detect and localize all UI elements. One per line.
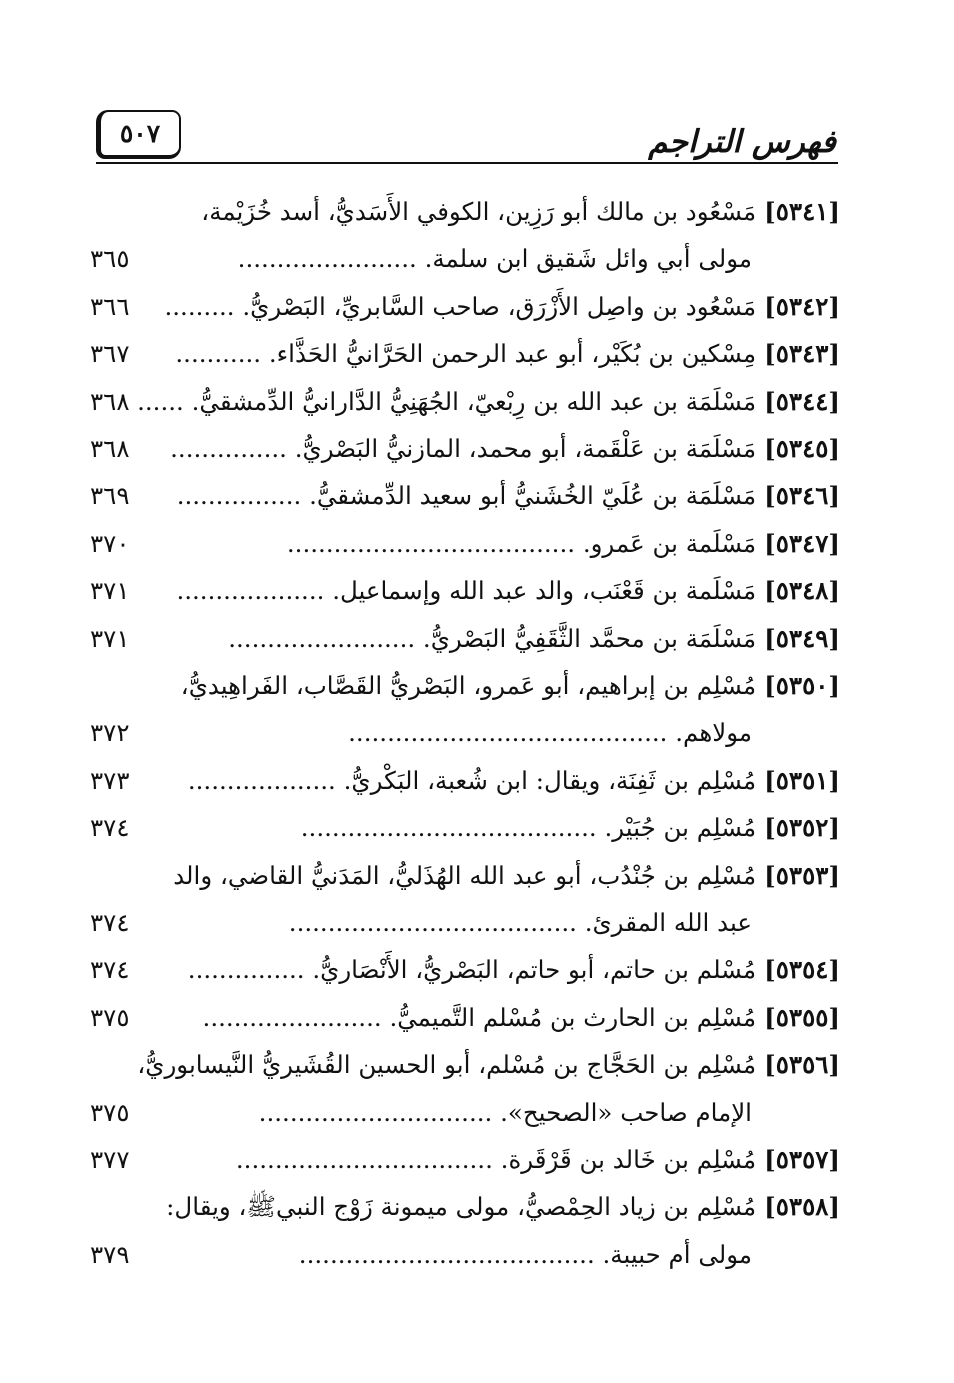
entry-number: [٥٣٥٠] — [764, 671, 840, 700]
entry-page-number: ٣٧٣ — [90, 765, 130, 795]
entry-number: [٥٣٥١] — [764, 765, 840, 795]
entry-text: عبد الله المقرئ. ..................................... — [288, 908, 752, 937]
entry-number: [٥٣٥٨] — [764, 1192, 840, 1222]
index-entry-line — [90, 619, 840, 659]
entry-text: مولاهم. ......................................... — [348, 718, 752, 748]
entry-number: [٥٣٤٩] — [764, 623, 840, 653]
entry-page-number: ٣٧٩ — [90, 1239, 130, 1269]
entry-page-number: ٣٦٦ — [90, 291, 130, 321]
entry-text: مُسْلِم بن ثَفِنَة، ويقال: ابن شُعبة، البَكْريُّ. ................... — [187, 765, 757, 795]
index-entry-line — [90, 287, 840, 327]
entry-text: مَسْلَمَة بن محمَّد الثَّقَفِيُّ البَصْريُّ. ........................ — [228, 623, 757, 653]
entry-page-number: ٣٧١ — [90, 576, 130, 606]
index-entry-line — [90, 476, 840, 516]
entry-page-number: ٣٧٤ — [90, 955, 130, 985]
index-entry-line — [90, 903, 752, 943]
entry-text: مُسْلِم بن خَالد بن قَرْقَرة. ................................. — [235, 1145, 757, 1174]
entry-text: مُسْلِم بن زياد الحِمْصيُّ، مولى ميمونة زَوْج النبيﷺ، ويقال: — [166, 1192, 757, 1222]
index-entry-line — [90, 713, 752, 753]
index-entry-line — [90, 334, 840, 374]
entry-text: مِسْكين بن بُكَيْر، أبو عبد الرحمن الحَرَّانيُّ الحَذَّاء. ........... — [175, 339, 757, 369]
entry-page-number: ٣٧٧ — [90, 1145, 130, 1174]
entry-page-number: ٣٧٠ — [90, 528, 130, 558]
entry-text: مَسْعُود بن واصِل الأَزْرَق، صاحب السَّابريِّ، البَصْريُّ. ......... — [164, 291, 757, 321]
entry-text: مُسْلِم بن إبراهيم، أبو عَمرو، البَصْريُّ القَصَّاب، الفَراهِيديُّ، — [180, 671, 757, 700]
index-entry-line — [90, 998, 840, 1038]
index-entry-line — [90, 429, 840, 469]
entry-number: [٥٣٤٣] — [764, 339, 840, 369]
index-entry-line — [90, 808, 840, 848]
entry-page-number: ٣٦٨ — [90, 434, 130, 463]
entry-text: مُسْلِم بن جُبَيْر. ...................................... — [300, 813, 757, 843]
index-entry-line — [90, 192, 840, 232]
entry-number: [٥٣٥٣] — [764, 860, 840, 890]
index-entry-line — [90, 856, 840, 896]
entry-number: [٥٣٤٥] — [764, 434, 840, 463]
entry-text: مَسْلَمة بن قَعْنَب، والد عبد الله وإسماعيل. ................... — [176, 576, 757, 606]
entry-number: [٥٣٥٧] — [764, 1145, 840, 1174]
header-rule — [96, 162, 838, 164]
entry-page-number: ٣٧٤ — [90, 908, 130, 937]
index-entry-line — [90, 524, 840, 564]
entry-text: مُسْلِم بن الحَجَّاج بن مُسْلم، أبو الحسين القُشَيريُّ النَّيسابوريُّ، — [137, 1050, 757, 1080]
entry-number: [٥٣٤٤] — [764, 386, 840, 416]
index-entry-line — [90, 239, 752, 279]
entry-text: الإمام صاحب «الصحيح». .............................. — [258, 1097, 752, 1127]
entry-number: [٥٣٤٦] — [764, 481, 840, 511]
entry-page-number: ٣٦٨ — [90, 386, 130, 416]
entry-number: [٥٣٤٢] — [764, 291, 840, 321]
entry-page-number: ٣٦٧ — [90, 339, 130, 369]
entry-text: مولى أبي وائل شَقيق ابن سلمة. ....................... — [237, 244, 752, 274]
entry-text: مُسْلِم بن جُنْدُب، أبو عبد الله الهُذَليُّ، المَدَنيُّ القاضي، والد — [173, 860, 757, 890]
page-number: ٥٠٧ — [119, 119, 161, 148]
entry-number: [٥٣٤١] — [764, 197, 840, 226]
entry-page-number: ٣٧٥ — [90, 1097, 130, 1127]
index-entry-line — [90, 1187, 840, 1227]
index-entry-line — [90, 950, 840, 990]
index-entry-line — [90, 1045, 840, 1085]
entry-number: [٥٣٥٦] — [764, 1050, 840, 1080]
index-entry-line — [90, 1093, 752, 1133]
index-entry-line — [90, 571, 840, 611]
entry-text: مَسْلَمَة بن عَلْقَمة، أبو محمد، المازنيُّ البَصْريُّ. ............... — [170, 434, 757, 463]
entry-text: مُسْلِم بن الحارث بن مُسْلم التَّميميُّ. ....................... — [202, 1002, 757, 1032]
entry-number: [٥٣٥٢] — [764, 813, 840, 843]
entry-page-number: ٣٧٥ — [90, 1002, 130, 1032]
entry-text: مولى أم حبيبة. ...................................... — [298, 1239, 752, 1269]
entry-page-number: ٣٧١ — [90, 623, 130, 653]
entry-number: [٥٣٥٤] — [764, 955, 840, 985]
entry-number: [٥٣٤٨] — [764, 576, 840, 606]
entry-text: مَسْلَمَة بن عُلَيّ الخُشَنيُّ أبو سعيد الدِّمشقيُّ. ................ — [176, 481, 757, 511]
entry-page-number: ٣٧٢ — [90, 718, 130, 748]
entry-page-number: ٣٦٥ — [90, 244, 130, 274]
entry-text: مَسْلَمَة بن عبد الله بن رِبْعيّ، الجُهَنِيُّ الدَّارانيُّ الدِّمشقيُّ. ...... — [137, 386, 757, 416]
entry-text: مَسْلَمة بن عَمرو. ..................................... — [286, 528, 757, 558]
entry-page-number: ٣٦٩ — [90, 481, 130, 511]
running-title: فهرس التراجم — [648, 124, 836, 160]
page-number-box — [96, 110, 181, 159]
index-entry-line — [90, 382, 840, 422]
index-entry-line — [90, 1235, 752, 1275]
entry-number: [٥٣٤٧] — [764, 528, 840, 558]
index-entry-line — [90, 1140, 840, 1180]
entry-page-number: ٣٧٤ — [90, 813, 130, 843]
entry-text: مَسْعُود بن مالك أبو رَزِين، الكوفي الأَسَديُّ، أسد خُزَيْمة، — [201, 197, 757, 226]
entry-text: مُسْلم بن حاتم، أبو حاتم، البَصْريُّ، الأَنْصَاريُّ. ............... — [187, 955, 757, 985]
entry-number: [٥٣٥٥] — [764, 1002, 840, 1032]
index-entry-line — [90, 761, 840, 801]
index-entry-line — [90, 666, 840, 706]
